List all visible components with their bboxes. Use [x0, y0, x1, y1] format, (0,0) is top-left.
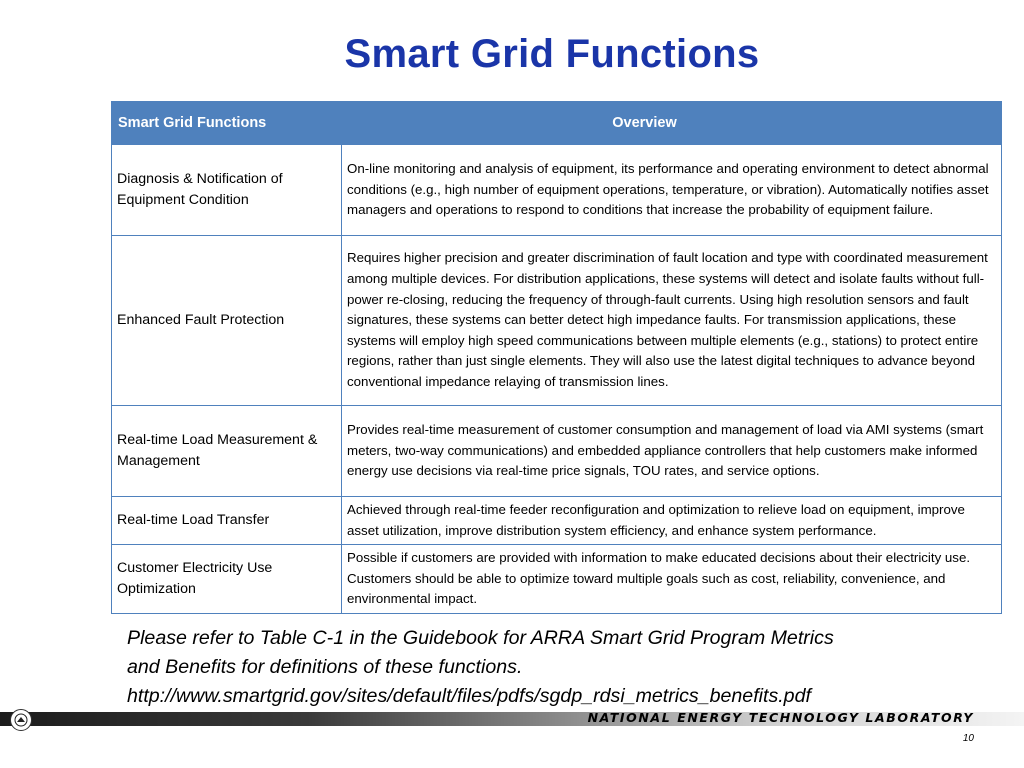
note-line-2: and Benefits for definitions of these functions. — [127, 656, 523, 678]
header-overview: Overview — [342, 102, 1002, 145]
function-name: Real-time Load Measurement & Management — [112, 406, 342, 497]
table-row — [112, 236, 1002, 406]
table-row — [112, 406, 1002, 497]
function-name: Customer Electricity Use Optimization — [112, 545, 342, 614]
reference-url[interactable]: http://www.smartgrid.gov/sites/default/files/pdfs/sgdp_rdsi_metrics_benefits.pdf — [127, 685, 811, 707]
function-overview: Achieved through real-time feeder reconfiguration and optimization to relieve load on equipment, improve asset utilization, improve distribution system efficiency, and enhance system performance. — [342, 497, 1002, 545]
slide-title: Smart Grid Functions — [344, 32, 760, 76]
functions-table — [111, 101, 1002, 614]
function-overview: Requires higher precision and greater discrimination of fault location and type with coordinated measurement among multiple devices. For distribution applications, these systems will detect and isolate faults without full-power re-closing, reducing the frequency of through-fault currents. Using high resolution sensors and fault signatures, these systems can better detect high impedance faults. For transmission applications, these systems will employ high speed communications between multiple elements (e.g., stations) to protect entire regions, rather than just single elements. They will also use the latest digital techniques to advance beyond conventional impedance relaying of transmission lines. — [342, 236, 1002, 406]
table-row — [112, 497, 1002, 545]
doe-seal-icon — [10, 709, 32, 731]
table-row — [112, 545, 1002, 614]
function-name: Enhanced Fault Protection — [112, 236, 342, 406]
table-header-row — [112, 102, 1002, 145]
reference-note — [127, 624, 1007, 711]
function-name: Diagnosis & Notification of Equipment Condition — [112, 145, 342, 236]
header-functions: Smart Grid Functions — [112, 102, 342, 145]
note-line-1: Please refer to Table C-1 in the Guidebook for ARRA Smart Grid Program Metrics — [127, 627, 834, 649]
function-overview: On-line monitoring and analysis of equipment, its performance and operating environment to detect abnormal conditions (e.g., high number of equipment operations, temperature, or vibration). Automatically notifies asset managers and operations to respond to conditions that increase the probability of equipment failure. — [342, 145, 1002, 236]
lab-name: NATIONAL ENERGY TECHNOLOGY LABORATORY — [587, 710, 974, 725]
function-overview: Provides real-time measurement of customer consumption and management of load via AMI systems (smart meters, two-way communications) and embedded appliance controllers that help customers make informed energy use decisions via real-time price signals, TOU rates, and service options. — [342, 406, 1002, 497]
page-number: 10 — [962, 733, 974, 744]
function-overview: Possible if customers are provided with information to make educated decisions about their electricity use. Customers should be able to optimize toward multiple goals such as cost, reliability, convenience, and environmental impact. — [342, 545, 1002, 614]
table-row — [112, 145, 1002, 236]
function-name: Real-time Load Transfer — [112, 497, 342, 545]
